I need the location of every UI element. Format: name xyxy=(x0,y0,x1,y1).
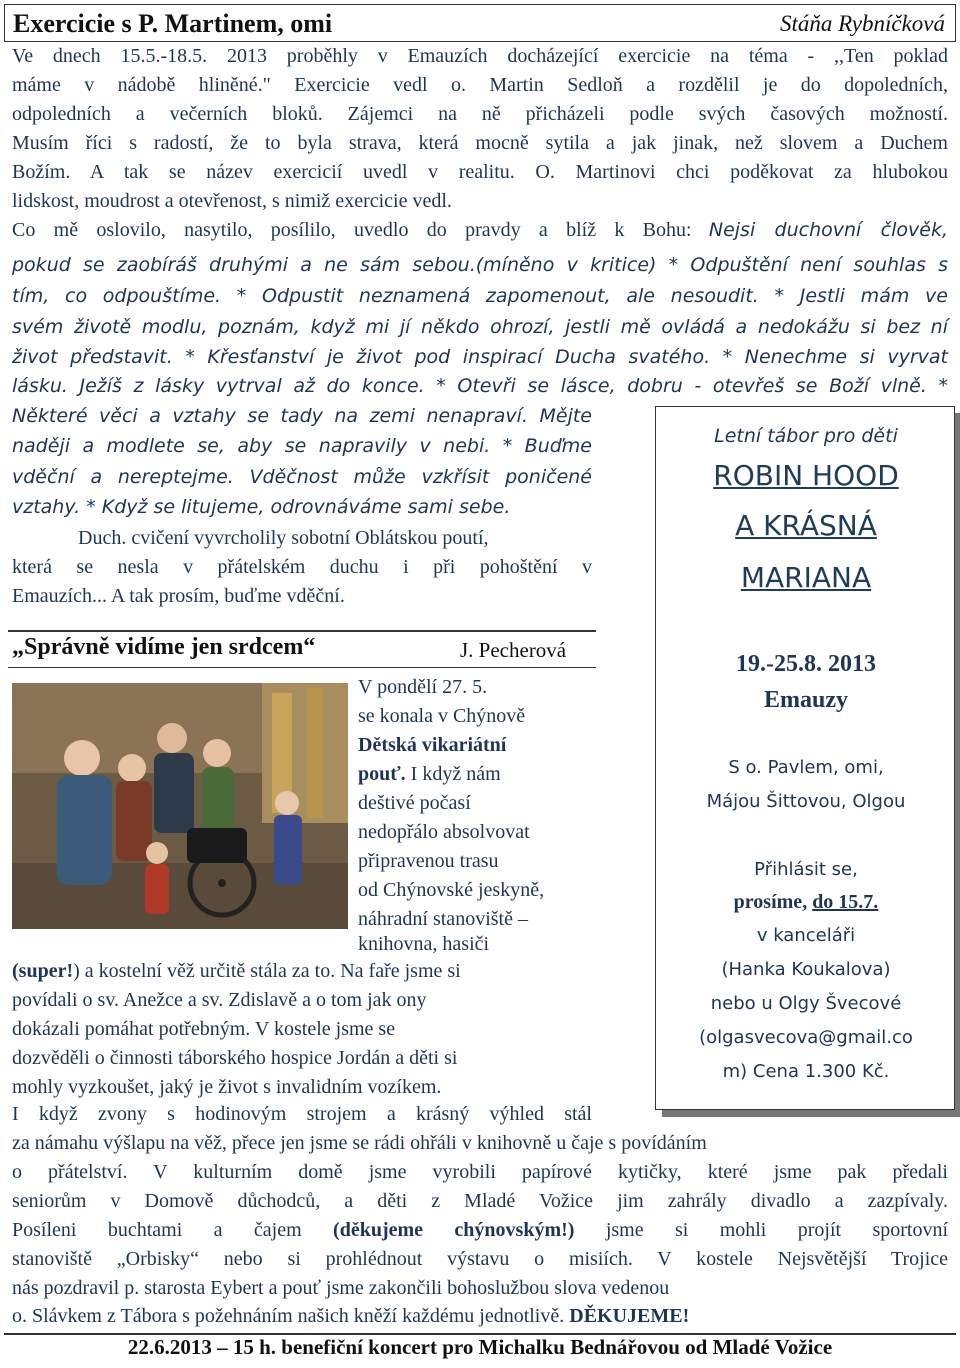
side-text: I když nám xyxy=(410,763,501,785)
thanks-final: DĚKUJEME! xyxy=(569,1305,690,1327)
quote-line: pokud se zaobíráš druhými a ne sám sebou.(míněno v kritice) * Odpuštění není souhlas s xyxy=(12,254,948,276)
quote-line: lásku. Ježíš z lásky vytrval až do konce. * Otevři se lásce, dobru - otevřeš se Boží vlně. * xyxy=(12,375,948,397)
quote-line: život představit. * Křesťanství je život pod inspirací Ducha svatého. * Nenechme si vyrvat xyxy=(12,346,948,368)
pilgrimage-word: pouť. xyxy=(358,763,406,785)
article-author: Stáňa Rybníčková xyxy=(780,11,945,36)
side-line: V pondělí 27. 5. xyxy=(358,676,488,698)
paragraph-line: Musím říci s radostí, že to byla strava, která mocně sytila a jak jinak, než slovem a Duchem xyxy=(12,132,948,154)
paragraph-line: Božím. A tak se název exercicií uvedl v realitu. O. Martinovi chci poděkovat za hlubokou xyxy=(12,161,948,183)
body-line xyxy=(12,1305,689,1328)
side-line: náhradní stanoviště – xyxy=(358,908,528,930)
camp-date: 19.-25.8. 2013 xyxy=(736,651,876,677)
footer-announcement: 22.6.2013 – 15 h. benefiční koncert pro Michalku Bednářovou od Mladé Vožice xyxy=(127,1335,833,1359)
body-text: o. Slávkem z Tábora s požehnáním našich kněží každému jednotlivě. xyxy=(12,1305,565,1327)
body-line: o přátelství. V kulturním domě jsme vyrobili papírové kytičky, které jsme pak předali xyxy=(12,1161,948,1183)
article-header-box xyxy=(4,4,956,42)
body-line xyxy=(12,960,461,983)
body-line xyxy=(12,1219,948,1242)
body-line: nás pozdravil p. starosta Eybert a pouť jsme zakončili bohoslužbou slova vedenou xyxy=(12,1277,670,1299)
camp-contact-line: (olgasvecova@gmail.co xyxy=(699,1027,913,1048)
body-line: stanoviště „Orbisky“ nebo si prohlédnout výstavu o misiích. V kostele Nejsvětější Trojice xyxy=(12,1248,948,1270)
photo-illustration xyxy=(12,683,348,929)
closing-line: Emauzích... A tak prosím, buďme vděční. xyxy=(12,585,345,607)
article2-title: „Správně vidíme jen srdcem“ xyxy=(12,634,316,660)
side-line: se konala v Chýnově xyxy=(358,705,526,727)
signup-please: prosíme, xyxy=(733,891,808,913)
quote-line: Některé věci a vztahy se tady na zemi nenapraví. Mějte xyxy=(12,405,592,427)
camp-title-line: A KRÁSNÁ xyxy=(735,509,877,542)
body-line: povídali o sv. Anežce a sv. Zdislavě a o tom jak ony xyxy=(12,989,427,1011)
quote-start: Nejsi duchovní člověk, xyxy=(708,219,948,241)
camp-announcement-box xyxy=(655,406,955,1110)
camp-title-line: ROBIN HOOD xyxy=(713,459,899,492)
camp-contact-line: m) Cena 1.300 Kč. xyxy=(722,1061,890,1082)
article2-header xyxy=(8,630,596,668)
camp-contact-line: (Hanka Koukalova) xyxy=(721,959,891,980)
pilgrimage-photo xyxy=(12,683,348,929)
camp-leaders-line: S o. Pavlem, omi, xyxy=(728,757,884,778)
body-text: ) a kostelní věž určitě stála za to. Na faře jsme si xyxy=(73,960,461,982)
camp-signup-intro: Přihlásit se, xyxy=(754,859,858,880)
side-line: deštivé počasí xyxy=(358,792,471,814)
article2-author: J. Pecherová xyxy=(460,638,567,662)
camp-place: Emauzy xyxy=(764,687,848,713)
quote-line: naději a modlete se, aby se napravily v nebi. * Buďme xyxy=(12,435,592,457)
body-line: dokázali pomáhat potřebným. V kostele jsme se xyxy=(12,1018,396,1040)
article-title: Exercicie s P. Martinem, omi xyxy=(13,9,333,38)
body-text: jsme si mohli projít sportovní xyxy=(605,1219,949,1241)
super-bold: (super! xyxy=(12,960,74,982)
body-line: I když zvony s hodinovým strojem a krásný výhled stál xyxy=(12,1103,592,1125)
body-line: dozvěděli o činnosti táborského hospice Jordán a děti si xyxy=(12,1047,458,1069)
quote-line: vztahy. * Když se litujeme, odrovnáváme sami sebe. xyxy=(12,496,511,518)
quote-line: svém životě modlu, poznám, když mi jí někdo ohrozí, jestli mě ovládá a nedokážu si bez ní xyxy=(12,316,948,338)
quote-intro-line xyxy=(12,219,948,242)
closing-line: Duch. cvičení vyvrcholily sobotní Oblátskou poutí, xyxy=(78,527,489,549)
quote-intro: Co mě oslovilo, nasytilo, posílilo, uvedlo do pravdy a blíž k Bohu: xyxy=(12,219,692,241)
closing-line: která se nesla v přátelském duchu i při pohoštění v xyxy=(12,556,592,578)
paragraph-line: lidskost, moudrost a otevřenost, s nimiž exercicie vedl. xyxy=(12,190,452,212)
body-text: Posíleni buchtami a čajem xyxy=(12,1219,302,1241)
camp-leaders-line: Májou Šittovou, Olgou xyxy=(706,791,906,812)
body-line: mohly vyzkoušet, jaký je život s invalidním vozíkem. xyxy=(12,1076,442,1098)
side-line: knihovna, hasiči xyxy=(358,933,490,955)
thanks-bold: (děkujeme chýnovským!) xyxy=(333,1219,575,1241)
side-line: od Chýnovské jeskyně, xyxy=(358,879,545,901)
side-line xyxy=(358,763,501,786)
camp-contact-line: nebo u Olgy Švecové xyxy=(710,993,902,1014)
quote-line: vděční a nereptejme. Vděčnost může vzkřísit poničené xyxy=(12,466,592,488)
camp-contact-line: v kanceláři xyxy=(756,925,856,946)
camp-signup-deadline xyxy=(656,891,956,914)
camp-subtitle: Letní tábor pro děti xyxy=(714,425,898,447)
quote-line: tím, co odpouštíme. * Odpustit neznamená zapomenout, ale nesoudit. * Jestli mám ve xyxy=(12,285,948,307)
paragraph-line: Ve dnech 15.5.-18.5. 2013 proběhly v Emauzích docházející exercicie na téma - ,,Ten poklad xyxy=(12,45,948,67)
side-line: nedopřálo absolvovat xyxy=(358,821,530,843)
camp-title-line: MARIANA xyxy=(740,561,872,594)
body-line: seniorům v Domově důchodců, a děti z Mladé Vožice jim zahrály divadlo a zazpívaly. xyxy=(12,1190,948,1212)
paragraph-line: odpoledních a večerních bloků. Zájemci na ně přicházeli podle svých časových možností. xyxy=(12,103,948,125)
signup-date: do 15.7. xyxy=(812,891,879,913)
side-line-bold: Dětská vikariátní xyxy=(358,734,507,756)
paragraph-line: máme v nádobě hliněné." Exercicie vedl o. Martin Sedloň a rozdělil je do dopoledních, xyxy=(12,74,948,96)
body-line: za námahu výšlapu na věž, přece jen jsme se rádi ohřáli v knihovně u čaje s povídáním xyxy=(12,1132,707,1154)
side-line: připravenou trasu xyxy=(358,850,499,872)
